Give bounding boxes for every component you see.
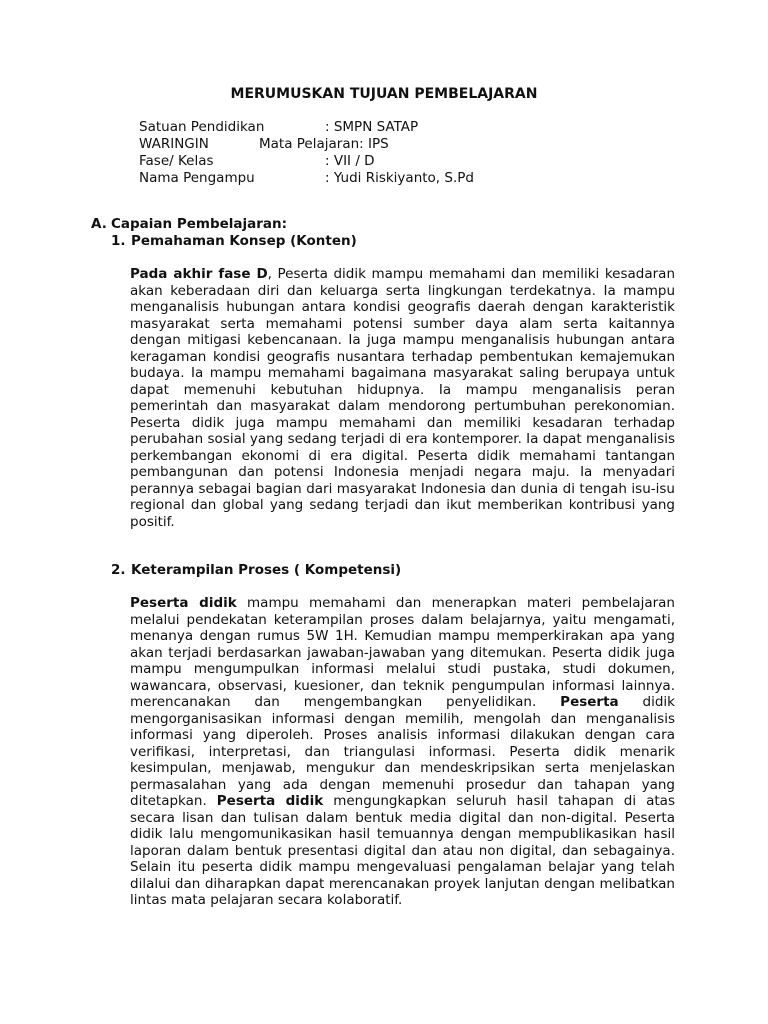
section-title: Pemahaman Konsep (Konten): [131, 233, 357, 249]
section-title: Capaian Pembelajaran:: [111, 216, 288, 232]
meta-label: WARINGIN: [139, 136, 209, 152]
meta-value: : SMPN SATAP: [325, 119, 419, 135]
meta-row-fase: [139, 153, 474, 170]
meta-value: Mata Pelajaran: IPS: [259, 136, 389, 152]
document-title: MERUMUSKAN TUJUAN PEMBELAJARAN: [230, 86, 538, 102]
section-marker: 2.: [111, 562, 126, 578]
meta-label: Satuan Pendidikan: [139, 119, 265, 135]
section-2-paragraph: [130, 595, 675, 909]
meta-row-pengampu: [139, 170, 474, 187]
meta-label: Nama Pengampu: [139, 170, 255, 186]
section-2-heading: [111, 562, 401, 579]
section-1-heading: [111, 233, 357, 250]
paragraph-bold: Peserta didik: [216, 793, 324, 809]
paragraph-text: , Peserta didik mampu memahami dan memiliki kesadaran akan keberadaan diri dan keluarga serta lingkungan terdekatnya. Ia mampu menganalisis hubungan antara kondisi geografis daerah dengan karakteristik masyarakat serta memahami potensi sumber daya alam serta kaitannya dengan mitigasi kebencanaan. Ia juga mampu menganalisis hubungan antara keragaman kondisi geografis nusantara terhadap pembentukan kemajemukan budaya. Ia mampu memahami bagaimana masyarakat saling berupaya untuk dapat memenuhi kebutuhan hidupnya. Ia mampu menganalisis peran pemerintah dan masyarakat dalam mendorong pertumbuhan perekonomian. Peserta didik juga mampu memahami dan memiliki kesadaran terhadap perubahan sosial yang sedang terjadi di era kontemporer. Ia dapat menganalisis perkembangan ekonomi di era digital. Peserta didik memahami tantangan pembangunan dan potensi Indonesia menjadi negara maju. Ia menyadari perannya sebagai bagian dari masyarakat Indonesia dan dunia di tengah isu-isu regional dan global yang sedang terjadi dan ikut memberikan kontribusi yang positif.: [130, 266, 676, 530]
section-marker: 1.: [111, 233, 126, 249]
meta-label: Fase/ Kelas: [139, 153, 214, 169]
paragraph-text: mengungkapkan seluruh hasil tahapan di atas secara lisan dan tulisan dalam bentuk media digital dan non-digital. Peserta didik lalu mengomunikasikan hasil temuannya dengan mempublikasikan hasil laporan dalam bentuk presentasi digital dan atau non digital, dan sebagainya. Selain itu peserta didik mampu mengevaluasi pengalaman belajar yang telah dilalui dan diharapkan dapat merencanakan proyek lanjutan dengan melibatkan lintas mata pelajaran secara kolaboratif.: [130, 793, 675, 908]
section-a-heading: [91, 216, 287, 233]
paragraph-text: didik mengorganisasikan informasi dengan memilih, mengolah dan menganalisis informasi yang diperoleh. Proses analisis informasi dilakukan dengan cara verifikasi, interpretasi, dan triangulasi informasi. Peserta didik menarik kesimpulan, menjawab, mengukur dan mendeskripsikan serta menjelaskan permasalahan yang ada dengan memenuhi prosedur dan tahapan yang ditetapkan.: [130, 694, 675, 809]
paragraph-lead: Peserta didik: [130, 595, 237, 611]
meta-row-mapel: [139, 136, 474, 153]
paragraph-text: mampu memahami dan menerapkan materi pembelajaran melalui pendekatan keterampilan proses dalam belajarnya, yaitu mengamati, menanya dengan rumus 5W 1H. Kemudian mampu memperkirakan apa yang akan terjadi berdasarkan jawaban-jawaban yang ditemukan. Peserta didik juga mampu mengumpulkan informasi melalui studi pustaka, studi dokumen, wawancara, observasi, kuesioner, dan teknik pengumpulan informasi lainnya. merencanakan dan mengembangkan penyelidikan.: [130, 595, 675, 710]
meta-value: : VII / D: [325, 153, 375, 169]
section-1-paragraph: [130, 266, 675, 530]
meta-row-satuan: [139, 119, 474, 136]
section-marker: A.: [91, 216, 107, 232]
identity-block: [139, 119, 474, 187]
paragraph-bold: Peserta: [560, 694, 619, 710]
section-title: Keterampilan Proses ( Kompetensi): [131, 562, 402, 578]
paragraph-lead: Pada akhir fase D: [130, 266, 268, 282]
meta-value: : Yudi Riskiyanto, S.Pd: [325, 170, 474, 186]
